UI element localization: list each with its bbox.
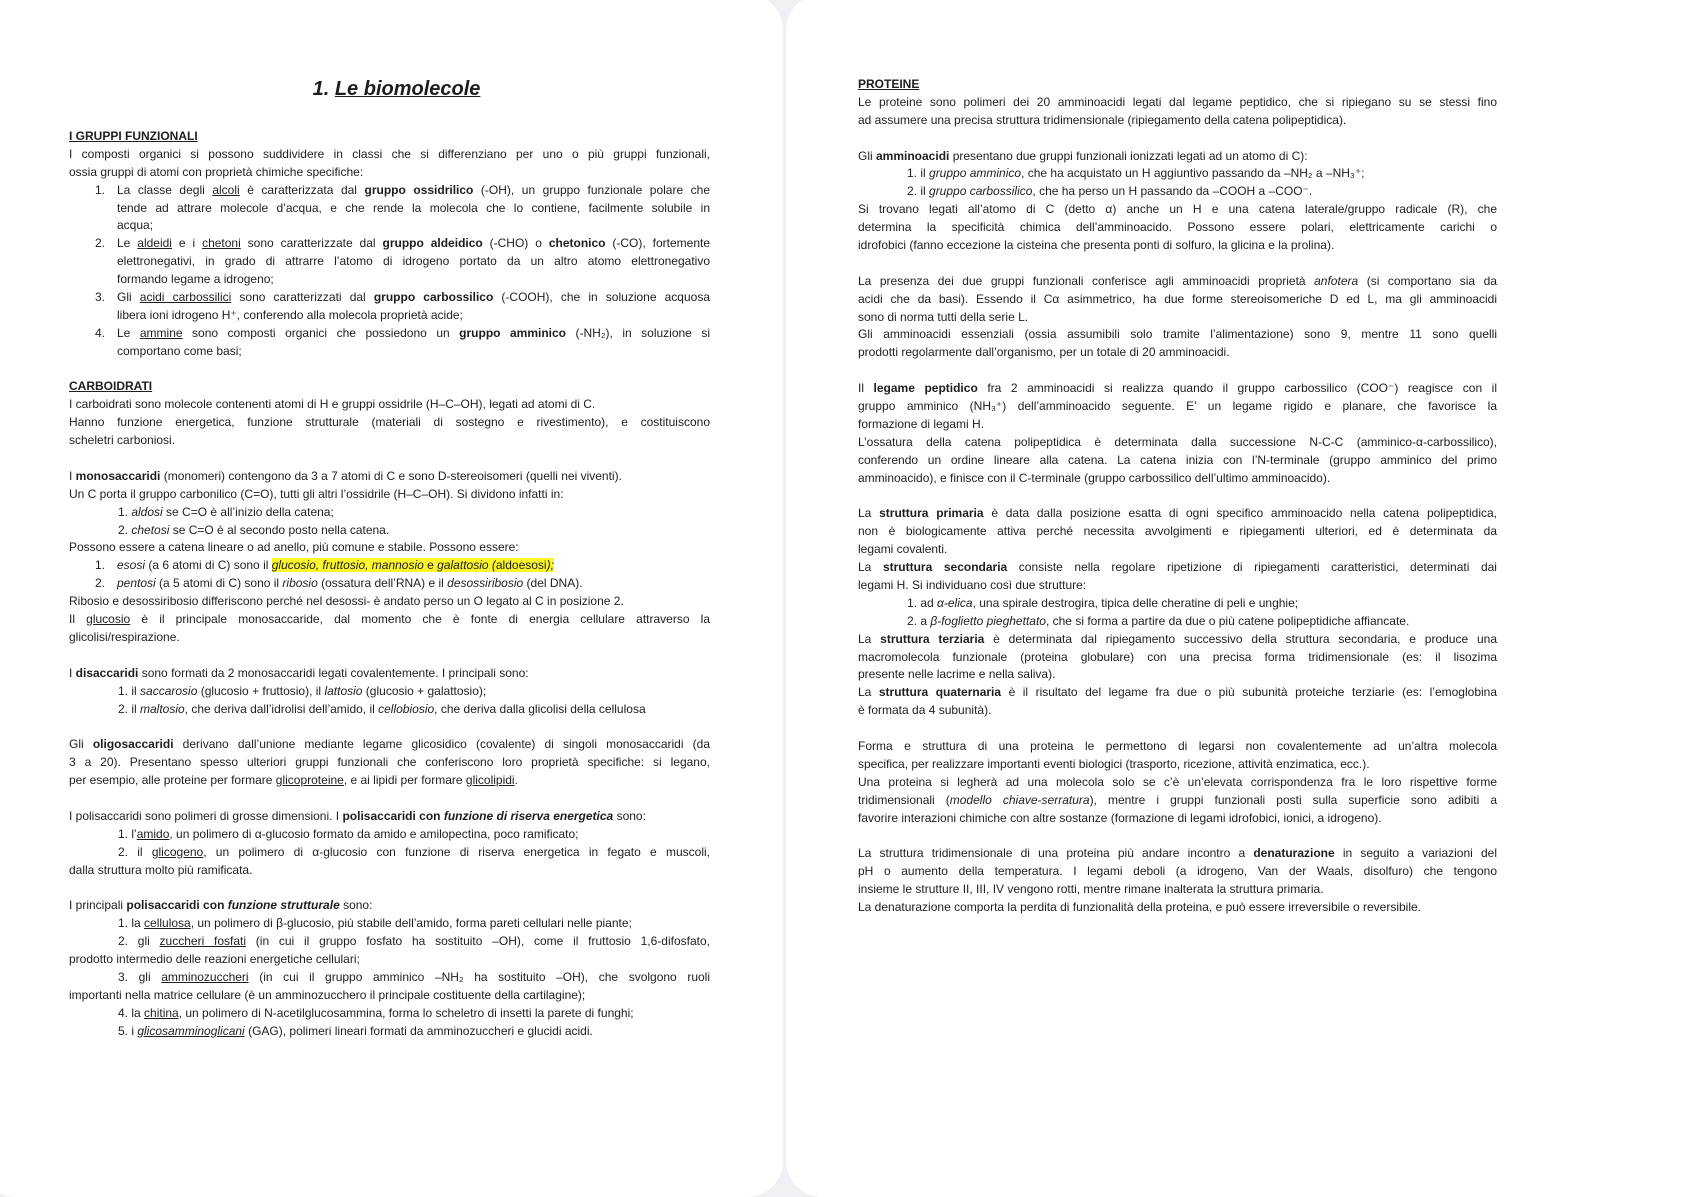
text-run: 1. [118,504,132,519]
text-run: è formata da 4 subunità). [858,703,992,718]
text-line [69,486,710,504]
text-run: Si trovano legati all’atomo di C (detto α) anche un H e una catena laterale/gruppo radicale (R), che [858,202,1497,217]
text-line [858,434,1497,452]
text-line [69,772,710,790]
text-run: elettronegativi, in grado di attrarre l’atomo di idrogeno portato da un altro atomo elettronegativo [117,254,710,269]
text-run: 2. a [907,613,931,628]
text-line [858,631,1497,649]
text-run: idrofobici (fanno eccezione la cisteina che presenta ponti di solfuro, la glicina e la prolina). [858,238,1335,253]
text-run: I carboidrati sono molecole contenenti atomi di H e gruppi ossidrile (H–C–OH), legati ad atomi di C. [69,397,596,412]
blank-line [858,827,1497,845]
text-run: (-CHO) o [482,236,549,251]
text-run: , una spirale destrogira, tipica delle cheratine di peli e unghie; [972,595,1299,610]
list-item-line [69,1023,710,1041]
text-run: acqua; [117,218,154,233]
text-run: La classe degli [117,182,213,197]
blank-line [69,450,710,468]
bold-term: polisaccaridi con [342,808,444,823]
text-line [858,94,1497,112]
text-line [858,291,1497,309]
text-run: 2. il [118,844,152,859]
text-run: La [858,560,883,575]
highlighted-text: aldoesosi [495,558,547,573]
text-line [69,665,710,683]
blank-line [858,362,1497,380]
text-run: 3. gli [118,969,162,984]
list-number: 2. [95,236,106,251]
text-run: legami covalenti. [858,542,948,557]
italic-term: pentosi [117,576,156,591]
blank-line [858,255,1497,273]
text-run: , un polimero di β-glucosio, più stabile dell’amido, forma pareti cellulari nelle piante; [190,916,632,931]
text-line [858,505,1497,523]
section-heading: PROTEINE [858,77,920,91]
text-run: favorire interazioni chimiche con altre sostanze (formazione di legami idrofobici, ionici, a idrogeno). [858,810,1382,825]
text-run: La presenza dei due gruppi funzionali conferisce agli amminoacidi proprietà [858,273,1315,288]
document-page-left [0,0,783,1197]
text-line [858,810,1497,828]
text-run: ad assumere una precisa struttura tridimensionale (ripiegamento della catena polipeptidica). [858,112,1347,127]
text-run: , che deriva dall’idrolisi dell’amido, il [184,701,379,716]
text-run: derivano dall’unione mediante legame glicosidico (covalente) di singoli monosaccaridi (da [173,737,711,752]
text-run: ossia gruppi di atomi con proprietà chimiche specifiche: [69,164,364,179]
text-run: 1. l’ [118,826,137,841]
highlighted-text: e [423,558,438,573]
underlined-term: cellulosa [144,916,191,931]
text-run: 5. i [118,1023,138,1038]
text-line [858,201,1497,219]
text-run: sono composti organici che possiedono un [182,325,460,340]
document-page-right [786,0,1684,1197]
text-line [69,307,710,325]
text-line [858,845,1497,863]
underlined-term: glicoproteine [275,773,344,788]
text-run: insieme le strutture II, III, IV vengono rotti, mentre rimane inalterata la struttura primaria. [858,882,1324,897]
text-run: è data dalla posizione esatta di ogni specifico amminoacido nella catena polipeptidica, [983,506,1497,521]
italic-term: cellobiosio [378,701,435,716]
list-item-line [69,325,710,343]
text-line [858,577,1497,595]
list-item-line [69,1005,710,1023]
blank-line [69,790,710,808]
text-line [69,611,710,629]
text-run: , che ha acquistato un H aggiuntivo passando da –NH₂ a –NH₃⁺; [1021,166,1365,181]
text-run: fra 2 amminoacidi si realizza quando il gruppo carbossilico (COO⁻) reagisce con il [977,381,1497,396]
text-run: se C=O è all’inizio della catena; [162,504,334,519]
bold-term: disaccaridi [75,665,139,680]
text-run: , e ai lipidi per formare [343,773,466,788]
text-line [858,899,1497,917]
text-run: I [69,665,76,680]
underlined-term: glicosamminoglicani [137,1023,245,1038]
italic-term: desossiribosio [447,576,524,591]
text-line [858,326,1497,344]
underlined-term: amido [136,826,170,841]
section-heading: CARBOIDRATI [69,379,153,394]
text-line [69,897,710,915]
italic-term: gruppo amminico [929,166,1022,181]
text-run: I composti organici si possono suddividere in classi che si differenziano per uno o più gruppi funzionali, [69,146,710,161]
list-item-line [69,235,710,253]
underlined-term: ammine [139,325,183,340]
text-run: (monomeri) contengono da 3 a 7 atomi di C e sono D-stereoisomeri (quelli nei viventi). [160,468,622,483]
text-line [69,539,710,557]
list-item-line [858,165,1497,183]
text-run: 1. il [118,683,141,698]
italic-term: lattosio [324,683,363,698]
right-text-column [858,76,1497,917]
text-line [858,792,1497,810]
italic-term: saccarosio [140,683,198,698]
text-run: per esempio, alle proteine per formare [69,773,276,788]
underlined-term: glicolipidi [465,773,515,788]
list-item-line [69,557,710,575]
text-run: 4. la [118,1005,145,1020]
text-run: è il principale monosaccaride, dal momento che è fonte di energia cellulare attraverso la [130,612,710,627]
list-item-line [69,575,710,593]
underlined-term: glucosio [86,612,131,627]
italic-term: aldosi [131,504,163,519]
section-heading: I GRUPPI FUNZIONALI [69,129,198,143]
text-run: gruppo amminico (NH₃⁺) dell’amminoacido seguente. E’ un legame rigido e planare, che favorisce la [858,399,1497,414]
text-run: scheletri carboniosi. [69,433,176,448]
text-run: , un polimero di α-glucosio con funzione di riserva energetica in fegato e muscoli, [203,844,710,859]
bold-term: legame peptidico [873,381,978,396]
text-run: Ribosio e desossiribosio differiscono perché nel desossi- è andato perso un O legato al C in posizione 2. [69,594,624,609]
text-run: 2. il [907,184,930,199]
italic-term: maltosio [140,701,185,716]
bold-term: funzione di riserva energetica [443,808,614,823]
text-line [858,684,1497,702]
text-run: conferendo un ordine lineare alla catena. La catena inizia con l’N-terminale (gruppo amminico del primo [858,452,1497,467]
text-run: Gli amminoacidi essenziali (ossia assumibili solo tramite l’alimentazione) sono 9, mentre 11 sono quelli [858,327,1497,342]
text-run: sono: [613,808,646,823]
text-run: (in cui il gruppo amminico –NH₂ ha sostituito –OH), che svolgono ruoli [248,969,711,984]
title-text: Le biomolecole [334,78,481,100]
text-run: (glucosio + galattosio); [362,683,487,698]
text-line [69,468,710,486]
list-item-line [69,933,710,951]
text-line [858,863,1497,881]
bold-term: denaturazione [1253,846,1335,861]
text-line [858,112,1497,130]
text-line [69,146,710,164]
text-run: dalla struttura molto più ramificata. [69,862,253,877]
underlined-term: chitina [144,1005,179,1020]
text-line [69,128,710,146]
text-run: (GAG), polimeri lineari formati da amminozuccheri e glucidi acidi. [244,1023,593,1038]
text-run: prodotti regolarmente dall’organismo, per un totale di 20 amminoacidi. [858,345,1230,360]
text-run: 2. il [118,701,141,716]
text-line [69,754,710,772]
text-line [69,217,710,235]
text-line [69,593,710,611]
blank-line [69,879,710,897]
text-line [858,541,1497,559]
text-run: sono formati da 2 monosaccaridi legati covalentemente. I principali sono: [138,665,529,680]
text-run: importanti nella matrice cellulare (è un amminozucchero il principale costituente della cartilagine); [69,987,586,1002]
text-run: formando legame a idrogeno; [117,272,274,287]
text-run: 1. ad [907,595,938,610]
text-run: 1. il [907,166,930,181]
highlighted-text: glucosio, fruttosio, mannosio [271,558,424,573]
italic-term: anfotera [1314,273,1359,288]
highlighted-text: galattosio ( [437,558,496,573]
text-line [858,702,1497,720]
text-run: Una proteina si legherà ad una molecola solo se c’è un’elevata corrispondenza fra le loro rispettive forme [858,774,1497,789]
bold-term: gruppo aldeidico [382,236,483,251]
text-run: se C=O è al secondo posto nella catena. [169,522,390,537]
text-run: Il [69,612,87,627]
text-run: Forma e struttura di una proteina le permettono di legarsi non covalentemente ad un’altra molecola [858,738,1497,753]
text-run: La denaturazione comporta la perdita di funzionalità della proteina, e può essere irreversibile o reversibile. [858,899,1421,914]
list-item-line [69,504,710,522]
underlined-term: alcoli [212,182,240,197]
text-run: acidi che da basi). Essendo il Cα asimmetrico, ha due forme stereoisomeriche D ed L, ma gli amminoacidi [858,291,1497,306]
bold-term: struttura terziaria [880,631,985,646]
text-run: I principali [69,898,127,913]
italic-term: α-elica [937,595,973,610]
list-item-line [69,844,710,862]
list-item-line [69,701,710,719]
text-run: Gli [69,737,93,752]
italic-term: β-foglietto pieghettato [930,613,1046,628]
text-run: , un polimero di N-acetilglucosammina, forma lo scheletro di insetti la parete di funghi; [178,1005,634,1020]
text-run: sono caratterizzati dal [231,290,374,305]
blank-line [69,361,710,379]
text-run: è il risultato del legame fra due o più subunità proteiche terziarie (es: l’emoglobina [1001,685,1498,700]
italic-term: esosi [117,558,146,573]
text-line [69,378,710,396]
list-item-line [69,826,710,844]
highlighted-text: ); [546,558,554,573]
text-line [858,470,1497,488]
text-run: macromolecola funzionale (proteina globulare) con una precisa forma tridimensionale (es: il lisozima [858,649,1497,664]
text-line [858,398,1497,416]
blank-line [69,718,710,736]
text-line [69,164,710,182]
bold-term: gruppo carbossilico [373,290,494,305]
text-run: (-OH), un gruppo funzionale polare che [473,182,711,197]
list-number: 2. [95,576,106,591]
text-line [858,148,1497,166]
list-item-line [858,183,1497,201]
text-line [69,253,710,271]
text-run: formazione di legami H. [858,416,985,431]
text-line [69,951,710,969]
text-run: Possono essere a catena lineare o ad anello, più comune e stabile. Possono essere: [69,540,519,555]
list-item-line [69,289,710,307]
underlined-term: aldeidi [137,236,172,251]
text-run: (-CO), fortemente [605,236,710,251]
left-text-column [69,128,710,1040]
text-run: Le proteine sono polimeri dei 20 amminoacidi legati dal legame peptidico, che si ripiegano su se stessi fino [858,94,1497,109]
list-item-line [69,915,710,933]
text-run: comportano come basi; [117,343,242,358]
blank-line [858,487,1497,505]
text-run: 3 a 20). Presentano spesso ulteriori gruppi funzionali che conferiscono loro proprietà specifiche: si legano, [69,755,710,770]
text-run: (del DNA). [523,576,583,591]
list-number: 1. [95,558,106,573]
text-run: , che si forma a partire da due o più catene polipeptidiche affiancate. [1045,613,1410,628]
text-run: , un polimero di α-glucosio formato da amido e amilopectina, poco ramificato; [169,826,579,841]
text-line [69,432,710,450]
underlined-term: glicogeno [151,844,204,859]
text-run: 2. [118,522,132,537]
text-run: Hanno funzione energetica, funzione strutturale (materiali di sostegno e rivestimento), e costituiscono [69,415,710,430]
text-run: Le [117,236,138,251]
text-line [858,666,1497,684]
text-run: sono di norma tutti della serie L. [858,309,1029,324]
text-line [69,396,710,414]
text-line [858,881,1497,899]
text-line [858,738,1497,756]
text-line [69,414,710,432]
text-line [858,416,1497,434]
bold-term: oligosaccaridi [92,737,174,752]
text-run: determina la specificità chimica dell’amminoacido. Possono essere polari, elettricamente carichi o [858,220,1497,235]
bold-term: gruppo amminico [459,325,567,340]
text-run: è caratterizzata dal [239,182,365,197]
text-run: presente nelle lacrime e nella saliva). [858,667,1056,682]
bold-term: struttura secondaria [882,560,1008,575]
bold-term: funzione strutturale [227,898,340,913]
bold-term: struttura primaria [879,506,984,521]
text-run: (a 5 atomi di C) sono il [155,576,283,591]
text-run: La struttura tridimensionale di una proteina più andare incontro a [858,846,1254,861]
text-run: glicolisi/respirazione. [69,629,180,644]
text-line [858,452,1497,470]
text-line [858,774,1497,792]
text-run: sono: [339,898,373,913]
text-line [69,736,710,754]
underlined-term: zuccheri fosfati [159,934,247,949]
bold-term: monosaccaridi [75,468,161,483]
text-line [858,309,1497,327]
text-run: tende ad attrare molecole d’acqua, e che rende la molecola che lo contiene, facilmente solubile in [117,200,710,215]
list-item-line [858,613,1497,631]
text-line [858,219,1497,237]
text-run: L’ossatura della catena polipeptidica è determinata dalla successione N-C-C (amminico-α-carbossilico), [858,434,1497,449]
text-run: sono caratterizzate dal [240,236,383,251]
text-run: pH o aumento della temperatura. I legami deboli (a idrogeno, Van der Waals, disolfuro) che tengono [858,864,1497,879]
text-run: La [858,685,879,700]
text-line [858,649,1497,667]
italic-term: gruppo carbossilico [929,184,1033,199]
text-run: La [858,631,881,646]
list-number: 4. [95,325,106,340]
list-number: 1. [95,182,106,197]
text-line [858,273,1497,291]
text-run: Il [858,381,874,396]
page-title [0,78,783,101]
text-line [858,237,1497,255]
italic-term: ribosio [282,576,318,591]
list-item-line [69,969,710,987]
text-run: (-NH₂), in soluzione si [566,325,711,340]
text-run: (in cui il gruppo fosfato ha sostituito –OH), come il fruttosio 1,6-difosfato, [246,934,710,949]
text-run: è determinata dal ripiegamento successivo della struttura secondaria, e produce una [984,631,1497,646]
list-item-line [858,595,1497,613]
text-run: ), mentre i gruppi funzionali posti sulla superficie sono adibiti a [1089,792,1498,807]
text-run: non è biologicamente attiva perché necessita avvolgimenti e ripiegamenti ulteriori, ed è determinata da [858,524,1497,539]
text-line [858,344,1497,362]
list-number: 3. [95,290,106,305]
text-run: Gli [858,148,876,163]
text-line [69,271,710,289]
blank-line [69,647,710,665]
text-run: Un C porta il gruppo carbonilico (C=O), tutti gli altri l’ossidrile (H–C–OH). Si dividono infatti in: [69,486,564,501]
text-run: (-COOH), che in soluzione acquosa [493,290,711,305]
text-line [69,200,710,218]
blank-line [858,720,1497,738]
text-line [69,862,710,880]
text-line [858,76,1497,94]
text-line [69,343,710,361]
text-run: e i [171,236,203,251]
text-run: (a 6 atomi di C) sono il [145,558,272,573]
text-run: consiste nella regolare ripetizione di ripiegamenti caratteristici, determinati dai [1007,560,1497,575]
text-line [69,987,710,1005]
text-line [858,523,1497,541]
bold-term: gruppo ossidrilico [364,182,474,197]
text-run: specifica, per realizzare importanti eventi biologici (trasporto, ricezione, attività enzimatica, ecc.). [858,756,1370,771]
text-run: 1. la [118,916,145,931]
italic-term: modello chiave-serratura [949,792,1090,807]
text-run: I [69,468,76,483]
text-line [858,559,1497,577]
title-number: 1. [312,78,330,100]
text-run: (glucosio + fruttosio), il [197,683,325,698]
text-run: in seguito a variazioni del [1334,846,1497,861]
text-line [858,380,1497,398]
list-item-line [69,683,710,701]
text-run: prodotto intermedio delle reazioni energetiche cellulari; [69,951,360,966]
underlined-term: amminozuccheri [161,969,249,984]
text-run: legami H. Si individuano così due strutture: [858,577,1087,592]
text-line [858,756,1497,774]
text-run: (ossatura dell’RNA) e il [317,576,448,591]
bold-term: chetonico [548,236,606,251]
italic-term: chetosi [131,522,170,537]
text-run: presentano due gruppi funzionali ionizzati legati ad un atomo di C): [949,148,1308,163]
text-run: Le [117,325,140,340]
bold-term: polisaccaridi con [126,898,228,913]
bold-term: struttura quaternaria [878,685,1002,700]
text-run: libera ioni idrogeno H⁺, conferendo alla molecola proprietà acide; [117,307,463,322]
underlined-term: chetoni [202,236,241,251]
text-run: La [858,506,880,521]
underlined-term: acidi carbossilici [139,290,232,305]
text-run: tridimensionali ( [858,792,950,807]
list-item-line [69,522,710,540]
text-run: Gli [117,290,140,305]
text-run: , che deriva dalla glicolisi della cellulosa [434,701,646,716]
text-line [69,629,710,647]
text-run: 2. gli [118,934,160,949]
text-run: , che ha perso un H passando da –COOH a –COO⁻. [1032,184,1313,199]
list-item-line [69,182,710,200]
blank-line [858,130,1497,148]
text-run: . [514,773,518,788]
text-run: (si comportano sia da [1358,273,1497,288]
text-run: I polisaccaridi sono polimeri di grosse dimensioni. I [69,808,343,823]
bold-term: amminoacidi [876,148,950,163]
text-line [69,808,710,826]
text-run: amminoacido), e finisce con il C-terminale (gruppo carbossilico dell’ultimo amminoacido). [858,470,1331,485]
